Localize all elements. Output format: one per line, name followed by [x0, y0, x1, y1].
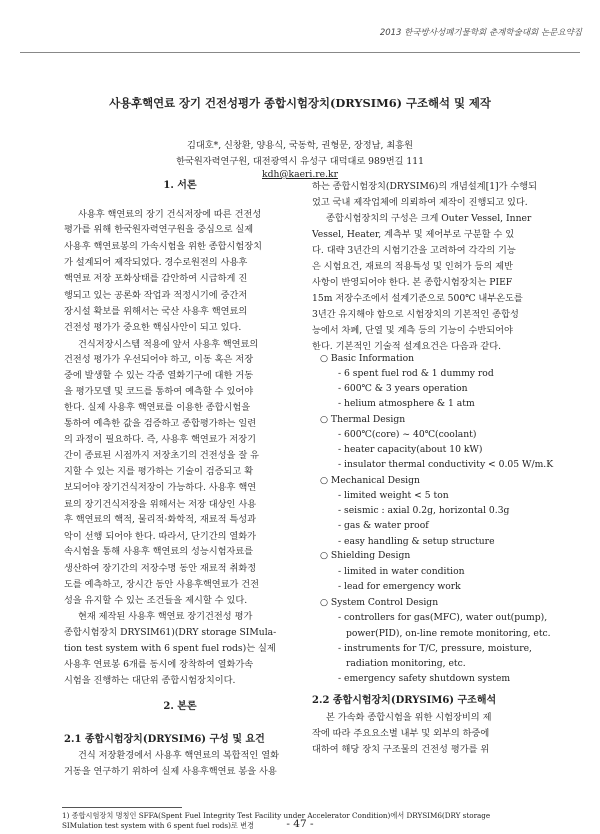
text-line: 종합시험장치 DRYSIM61)(DRY storage SIMula-: [64, 627, 277, 638]
text-line: 지할 수 있는 지를 평가하는 기술이 검증되고 확: [64, 466, 254, 477]
text-line: - 6 spent fuel rod & 1 dummy rod: [338, 368, 494, 379]
text-line: - seismic : axial 0.2g, horizontal 0.3g: [338, 505, 510, 516]
text-line: 작에 따라 주요요소별 내부 및 외부의 하중에: [312, 728, 490, 739]
text-line: - gas & water proof: [338, 520, 429, 531]
text-line: - emergency safety shutdown system: [338, 673, 511, 684]
text-line: 현재 제작된 사용후 핵연료 장기건전성 평가: [78, 611, 253, 622]
footnote-line-2: SIMulation test system with 6 spent fuel rods)로 변경: [62, 820, 254, 830]
section-heading: 1. 서론: [163, 180, 197, 191]
text-line: 행되고 있는 공론화 작업과 적정시기에 중간저: [64, 290, 248, 301]
text-line: - controllers for gas(MFC), water out(pump),: [338, 612, 548, 623]
text-line: - 600℃ & 3 years operation: [338, 383, 468, 394]
header-rule: [20, 52, 580, 53]
text-line: 건전성 평가가 중요한 핵심사안이 되고 있다.: [64, 322, 242, 333]
text-line: 가 설계되어 제작되었다. 경수로원전의 사용후: [64, 257, 248, 268]
footnote-rule: [62, 807, 182, 808]
text-line: 생산하여 장기간의 저장수명 동안 재료적 취화정: [64, 563, 257, 574]
affiliation: 한국원자력연구원, 대전광역시 유성구 대덕대로 989번길 111: [176, 156, 424, 167]
paper-title: 사용후핵연료 장기 건전성평가 종합시험장치(DRYSIM6) 구조해석 및 제작: [109, 96, 491, 110]
text-line: 15m 저장수조에서 설계기준으로 500℃ 내부온도를: [312, 293, 523, 304]
text-line: - limited in water condition: [338, 566, 465, 577]
text-line: 료의 장기건식저장을 위해서는 저장 대상인 사용: [64, 499, 257, 510]
text-line: Vessel, Heater, 계측부 및 제어부로 구분할 수 있: [312, 229, 515, 240]
text-line: 핵연료 저장 포화상태를 감안하여 시급하게 진: [64, 273, 248, 284]
text-line: 사용후 연료봉 6개를 동시에 장착하여 열화가속: [64, 659, 254, 670]
text-line: - instruments for T/C, pressure, moisture,: [338, 643, 532, 654]
text-line: 사항이 반영되어야 한다. 본 종합시험장치는 PIEF: [312, 277, 513, 288]
text-line: 도를 예측하고, 장시간 동안 사용후핵연료가 건전: [64, 579, 260, 590]
text-line: 었고 국내 제작업체에 의뢰하여 제작이 진행되고 있다.: [312, 197, 528, 208]
text-line: 3년간 유지해야 함으로 시험장치의 기본적인 종합성: [312, 309, 519, 320]
section-heading: 2. 본론: [163, 701, 197, 712]
running-header: 2013 한국방사성폐기물학회 춘계학술대회 논문요약집: [379, 28, 582, 38]
text-line: 건식저장시스템 적용에 앞서 사용후 핵연료의: [78, 339, 259, 350]
text-line: 거동을 연구하기 위하여 실제 사용후핵연료 봉을 사용: [64, 766, 277, 777]
author-list: 김대호*, 신창환, 양용식, 국동학, 권형문, 장정남, 최흥원: [186, 140, 414, 151]
text-line: 평가를 위해 한국원자력연구원을 중심으로 실제: [64, 224, 254, 235]
text-line: 의 과정이 필요하다. 즉, 사용후 핵연료가 저장기: [64, 434, 256, 445]
text-line: - 600℃(core) ~ 40℃(coolant): [338, 429, 477, 440]
text-line: 간이 종료된 시점까지 저장초기의 건전성을 잘 유: [64, 450, 260, 461]
text-line: 은 시험요건, 재료의 적용특성 및 인허가 등의 제반: [312, 261, 513, 272]
section-heading: 2.2 종합시험장치(DRYSIM6) 구조해석: [312, 695, 497, 706]
text-line: - easy handling & setup structure: [338, 536, 495, 547]
text-line: 통하여 예측한 값을 검증하고 종합평가하는 일련: [64, 418, 257, 429]
text-line: - limited weight < 5 ton: [338, 490, 449, 501]
text-line: 한다. 기본적인 기술적 설계요건은 다음과 같다.: [312, 341, 502, 352]
text-line: 성을 유지할 수 있는 조건들을 제시할 수 있다.: [64, 595, 248, 606]
text-line: tion test system with 6 spent fuel rods)는 실제: [64, 643, 276, 654]
text-line: 건전성 평가가 우선되어야 하고, 이동 혹은 저장: [64, 354, 254, 365]
text-line: 을 평가모델 및 코드를 통하여 예측할 수 있어야: [64, 386, 254, 397]
footnote-line-1: 1) 종합시험장치 명칭인 SFFA(Spent Fuel Integrity Test Facility under Accelerator Condition)에서 DRYSIM6(DRY storage: [62, 811, 491, 820]
text-line: power(PID), on-line remote monitoring, etc.: [346, 628, 551, 639]
text-line: 본 가속화 종합시험을 위한 시험장비의 제: [326, 712, 492, 723]
text-line: ○ System Control Design: [320, 597, 439, 608]
text-line: ○ Thermal Design: [320, 414, 406, 425]
text-line: - insulator thermal conductivity < 0.05 W/m.K: [338, 459, 554, 470]
text-line: ○ Basic Information: [320, 353, 415, 364]
text-line: 한다. 실제 사용후 핵연료를 이용한 종합시험을: [64, 402, 251, 413]
text-line: ○ Mechanical Design: [320, 475, 420, 486]
text-line: 중에 발생할 수 있는 각종 열화기구에 대한 거동: [64, 370, 254, 381]
text-line: 건식 저장환경에서 사용후 핵연료의 복합적인 열화: [78, 750, 279, 761]
text-line: radiation monitoring, etc.: [346, 658, 466, 669]
text-line: 속시험을 통해 사용후 핵연료의 성능시험자료를: [64, 546, 254, 557]
text-line: 능에서 차폐, 단열 및 계측 등의 기능이 수반되어야: [312, 325, 513, 336]
text-line: 장시설 확보를 위해서는 국산 사용후 핵연료의: [64, 306, 248, 317]
text-line: 보되어야 장기건식저장이 가능하다. 사용후 핵연: [64, 482, 257, 493]
email-link[interactable]: kdh@kaeri.re.kr: [262, 169, 338, 180]
text-line: 종합시험장치의 구성은 크게 Outer Vessel, Inner: [326, 213, 532, 224]
text-line: 사용후 핵연료봉의 가속시험을 위한 종합시험장치: [64, 241, 263, 252]
text-line: 하는 종합시험장치(DRYSIM6)의 개념설계[1]가 수행되: [312, 181, 538, 192]
text-line: 악이 선행 되어야 한다. 따라서, 단기간의 열화가: [64, 531, 256, 542]
text-line: ○ Shielding Design: [320, 550, 411, 561]
text-line: 대하여 해당 장치 구조물의 건전성 평가를 위: [312, 744, 490, 755]
text-line: - heater capacity(about 10 kW): [338, 444, 483, 455]
text-line: 사용후 핵연료의 장기 건식저장에 따른 건전성: [78, 209, 262, 220]
text-line: 후 핵연료의 핵적, 물리적·화학적, 재료적 특성과: [64, 514, 256, 525]
page-number: - 47 -: [286, 818, 314, 830]
section-heading: 2.1 종합시험장치(DRYSIM6) 구성 및 요건: [64, 734, 265, 745]
text-line: - lead for emergency work: [338, 581, 461, 592]
text-line: - helium atmosphere & 1 atm: [338, 398, 475, 409]
text-line: 다. 대략 3년간의 시험기간을 고려하여 각각의 기능: [312, 245, 516, 256]
text-line: 시험을 진행하는 대단위 종합시험장치이다.: [64, 675, 236, 686]
